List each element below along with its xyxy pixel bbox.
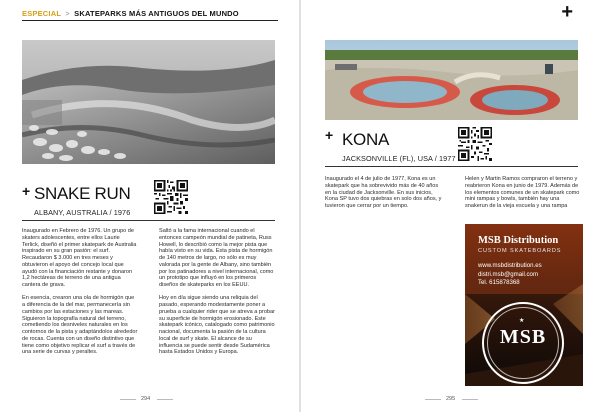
kona-col1-paragraph-1: Inaugurado el 4 de julio de 1977, Kona es un skatepark que ha sobrevivido más de 40 años en la ciudad de Jacksonville. En sus inicios, Kona SP tuvo dos quiebras en solo dos años, y tuvieron que cerrar por un tiempo. bbox=[325, 176, 442, 209]
kona-qr-code bbox=[458, 127, 492, 161]
snake-run-col2-paragraph-2: Hoy en día sigue siendo una reliquia del pasado, esperando modestamente poner a prueba a cualquier rider que se atreva a probar su superficie de hormigón erosionado. Este skatepark icónico, catalogado como patrimonio nacional, documenta la pasión de la cultura local de surf y skate. El alcance de su influencia se puede sentir desde Sudamérica hasta Estados Unidos y Europa. bbox=[159, 295, 275, 356]
kona-title: KONA bbox=[342, 130, 389, 149]
ad-title: MSB Distribution bbox=[478, 235, 559, 246]
kona-rule bbox=[325, 166, 578, 167]
ad-contact-info bbox=[478, 262, 542, 288]
ad-website-link[interactable]: www.msbdistribution.es bbox=[478, 262, 542, 269]
kona-plus-icon: + bbox=[325, 127, 334, 143]
section-header bbox=[22, 9, 239, 18]
kona-col2-paragraph-1: Helen y Martin Ramos compraron el terreno y reabrieron Kona en junio de 1979. Además de los elementos comunes de un skatepark como mini rampas y bowls, también hay una snakerun de la vieja escuela y una rampa bbox=[465, 176, 580, 209]
snake-run-plus-icon: + bbox=[22, 183, 31, 199]
snake-run-rule bbox=[22, 220, 275, 221]
snake-run-qr-code bbox=[154, 180, 188, 214]
snake-run-col2-paragraph-1: Saltó a la fama internacional cuando el entonces campeón mundial de patineta, Russ Howell, lo describió como la mejor pista que había visto en su vida. Esta pista de hormigón de 140 metros de largo, no sólo es muy valorada por la gente de Albany, sino también por los patinadores a nivel internacional, como un prototipo que influyó en los primeros diseños de skateparks en los EEUU. bbox=[159, 228, 274, 288]
ad-subtitle: CUSTOM SKATEBOARDS bbox=[478, 248, 562, 254]
snake-run-column-1 bbox=[22, 228, 138, 363]
left-page-number: 294 bbox=[141, 396, 151, 402]
snake-run-subtitle: ALBANY, AUSTRALIA / 1976 bbox=[34, 208, 131, 217]
left-page-rule bbox=[120, 399, 136, 400]
snake-run-col1-paragraph-1: Inaugurado en Febrero de 1976. Un grupo de skaters adolescentes, entre ellos Laurie Terlick, diseñó el primer skatepark de Australia inspirado en su gran pasión: el surf. Recaudaron $ 3.000 en tres meses y obtuvieron el apoyo del concejo local que ayudó con la financiación restante y donaron 1,2 hectáreas de terreno de una antigua cantera de grava. bbox=[22, 228, 137, 288]
ad-email-link[interactable]: distri.msb@gmail.com bbox=[478, 270, 539, 278]
msb-logo-text: MSB bbox=[499, 326, 547, 348]
star-icon: ★ bbox=[519, 318, 525, 324]
ad-phone: Tel. 615878368 bbox=[478, 279, 520, 287]
right-page-rule-2 bbox=[462, 399, 478, 400]
header-plus-icon: + bbox=[561, 1, 573, 23]
header-separator: > bbox=[65, 9, 70, 18]
kona-column-2 bbox=[465, 176, 583, 216]
right-page-number: 295 bbox=[446, 396, 456, 402]
left-page-rule-2 bbox=[157, 399, 173, 400]
header-section-title: SKATEPARKS MÁS ANTIGUOS DEL MUNDO bbox=[74, 9, 239, 18]
snake-run-title: SNAKE RUN bbox=[34, 184, 131, 203]
kona-subtitle: JACKSONVILLE (FL), USA / 1977 bbox=[342, 154, 456, 163]
right-page-rule bbox=[425, 399, 441, 400]
page-gutter bbox=[299, 0, 301, 412]
snake-run-photo bbox=[22, 40, 275, 164]
header-brand: ESPECIAL bbox=[22, 9, 61, 18]
snake-run-column-2 bbox=[159, 228, 275, 363]
header-rule bbox=[22, 20, 278, 21]
kona-column-1 bbox=[325, 176, 443, 216]
kona-photo bbox=[325, 40, 578, 120]
snake-run-col1-paragraph-2: En esencia, crearon una ola de hormigón que a diferencia de la del mar, permanecería sin cambios por las estaciones y las mareas. Siguieron la topografía natural del terreno, cometiendo los desniveles naturales en los contornos de la pista y adaptándolos alrededor de rocas. Cuenta con un diseño distintivo que tiene como objetivo replicar el surf a través de una serie de curvas y peraltes. bbox=[22, 295, 138, 356]
